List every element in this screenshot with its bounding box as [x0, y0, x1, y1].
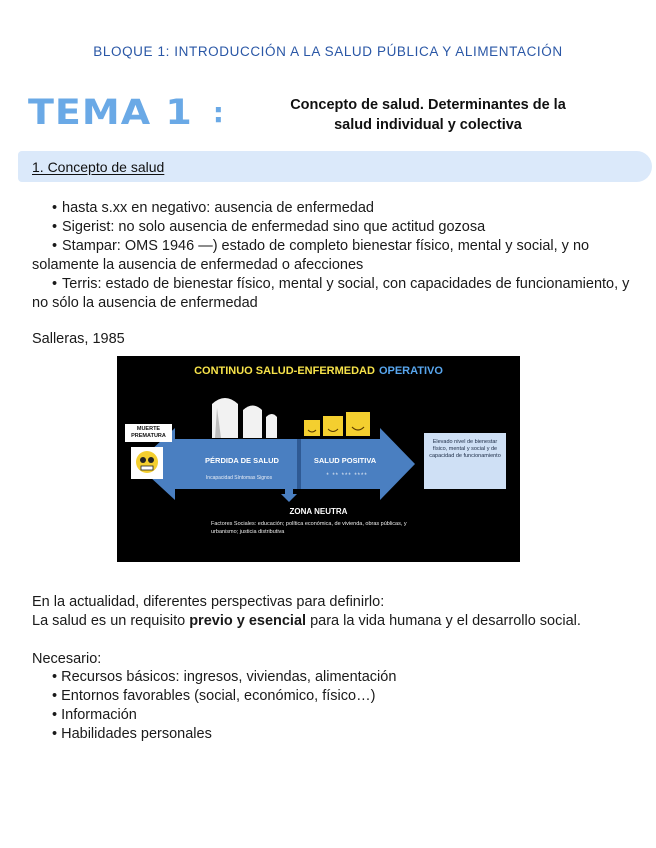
- list-item-text: Entornos favorables (social, económico, físico…): [61, 688, 376, 704]
- necesario-heading: Necesario:: [32, 651, 102, 667]
- document-title-line-1: Concepto de salud. Determinantes de la: [290, 97, 566, 113]
- tema-heading: [28, 90, 224, 134]
- tema-colon: :: [212, 95, 224, 129]
- list-item: [52, 687, 396, 706]
- bullet-icon: •: [52, 688, 58, 704]
- definitions-list: [32, 199, 632, 313]
- list-item-text: hasta s.xx en negativo: ausencia de enfermedad: [62, 200, 374, 216]
- bullet-icon: •: [52, 726, 58, 742]
- actualidad-line-2: [32, 612, 642, 631]
- block-title: BLOQUE 1: INTRODUCCIÓN A LA SALUD PÚBLICA Y ALIMENTACIÓN: [93, 44, 563, 59]
- actualidad-line-1: En la actualidad, diferentes perspectivas para definirlo:: [32, 594, 385, 610]
- tema-label: TEMA 1: [28, 91, 193, 133]
- list-item-text: Habilidades personales: [61, 726, 212, 742]
- list-item-text: Información: [61, 707, 137, 723]
- section-heading-bar: [18, 151, 652, 182]
- perdida-salud-sublabel: Incapacidad Síntomas Signos: [205, 475, 273, 481]
- list-item-text: Sigerist: no solo ausencia de enfermedad sino que actitud gozosa: [62, 219, 486, 235]
- tombstone-icons: [212, 398, 277, 438]
- muerte-prematura-label: MUERTE PREMATURA: [125, 424, 172, 442]
- salud-positiva-label: SALUD POSITIVA: [313, 456, 377, 465]
- bullet-icon: •: [52, 219, 58, 235]
- down-arrow-shape: [281, 489, 297, 502]
- list-item: [52, 706, 396, 725]
- actualidad-text-post: para la vida humana y el desarrollo social.: [306, 613, 581, 629]
- bullet-icon: •: [52, 200, 58, 216]
- skull-icon: [131, 447, 163, 479]
- figure-title-main: CONTINUO SALUD-ENFERMEDAD: [194, 365, 375, 377]
- health-continuum-figure: [117, 356, 520, 562]
- actualidad-paragraph: [32, 593, 642, 631]
- bullet-icon: •: [52, 707, 58, 723]
- wellbeing-box: Elevado nivel de bienestar físico, mental y social y de capacidad de funcionamiento: [424, 433, 506, 489]
- figure-title: [117, 365, 520, 377]
- document-title-line-2: salud individual y colectiva: [334, 117, 522, 133]
- list-item-text: Terris: estado de bienestar físico, mental y social, con capacidades de funcionamiento, y no sólo la ausencia de enfermedad: [32, 276, 630, 311]
- list-item-text: Recursos básicos: ingresos, viviendas, alimentación: [61, 669, 397, 685]
- citation: Salleras, 1985: [32, 331, 125, 347]
- list-item: [52, 668, 396, 687]
- necesario-list: [52, 668, 396, 744]
- bullet-icon: •: [52, 669, 58, 685]
- perdida-salud-label: PÉRDIDA DE SALUD: [205, 456, 279, 465]
- bullet-icon: •: [52, 276, 58, 292]
- list-item-text: Stampar: OMS 1946 —) estado de completo bienestar físico, mental y social, y no solamente la ausencia de enfermedad o afecciones: [32, 238, 590, 273]
- bullet-icon: •: [52, 238, 58, 254]
- section-heading: 1. Concepto de salud: [32, 159, 165, 175]
- factores-sociales-text: Factores Sociales: educación; política económica, de vivienda, obras públicas, y urbanismo; justicia distributiva: [211, 521, 407, 535]
- document-title: [258, 95, 598, 135]
- list-item: [32, 237, 632, 275]
- list-item: [32, 275, 632, 313]
- list-item: [52, 725, 396, 744]
- actualidad-text-pre: La salud es un requisito: [32, 613, 190, 629]
- smiley-icons: [304, 412, 370, 436]
- salud-positiva-sublabel: * ** *** ****: [326, 473, 368, 479]
- actualidad-text-bold: previo y esencial: [189, 613, 307, 629]
- figure-title-accent: OPERATIVO: [378, 365, 443, 377]
- list-item: [32, 218, 632, 237]
- zona-neutra-label: ZONA NEUTRA: [289, 507, 348, 516]
- list-item: [32, 199, 632, 218]
